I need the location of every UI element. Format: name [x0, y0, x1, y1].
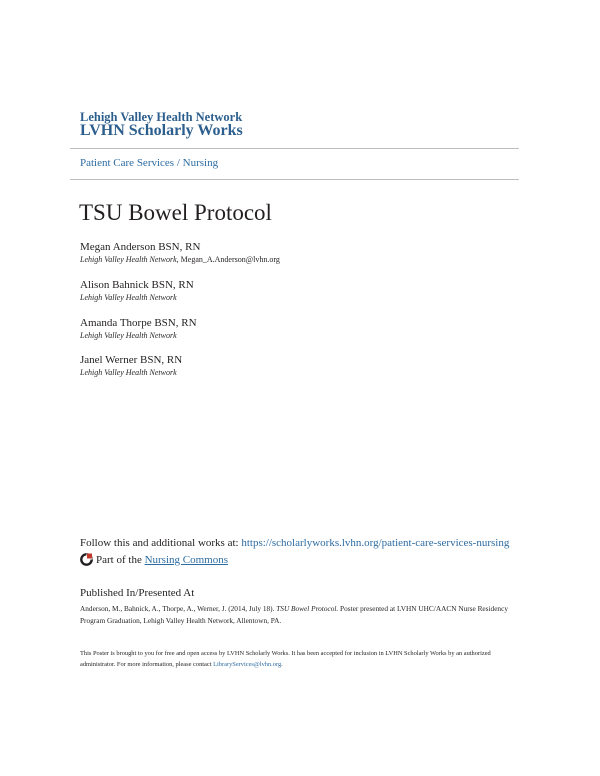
- author-name: Janel Werner BSN, RN: [80, 354, 183, 366]
- citation-title: TSU Bowel Protocol.: [276, 604, 339, 613]
- collection-url-link[interactable]: https://scholarlyworks.lvhn.org/patient-care-services-nursing: [241, 537, 510, 549]
- author-name: Amanda Thorpe BSN, RN: [80, 317, 197, 329]
- follow-line: [80, 537, 509, 549]
- author-entry: [80, 240, 280, 266]
- author-affiliation: Lehigh Valley Health Network: [80, 331, 177, 340]
- collection-breadcrumb-link[interactable]: Patient Care Services / Nursing: [80, 157, 219, 169]
- bottom-divider: [70, 179, 519, 180]
- author-name: Alison Bahnick BSN, RN: [80, 279, 194, 291]
- network-name: Lehigh Valley Health Network: [80, 110, 243, 124]
- footer-notice: This Poster is brought to you for free and open access by LVHN Scholarly Works. It has been accepted for inclusion in LVHN Scholarly Works by an authorized administrator. For more information, please contact LibraryServices@lvhn.org.: [80, 650, 491, 668]
- citation: Anderson, M., Bahnick, A., Thorpe, A., Werner, J. (2014, July 18). TSU Bowel Protocol. Poster presented at LVHN UHC/AACN Nurse Residency Program Graduation, Lehigh Valley Health Network, Allentown, PA.: [80, 604, 508, 625]
- author-affiliation: Lehigh Valley Health Network, Megan_A.Anderson@lvhn.org: [80, 255, 280, 264]
- author-entry: [80, 278, 194, 304]
- top-divider: [70, 148, 519, 149]
- contact-email-link[interactable]: LibraryServices@lvhn.org: [213, 661, 282, 668]
- nursing-commons-link[interactable]: Nursing Commons: [144, 553, 229, 566]
- document-title: TSU Bowel Protocol: [79, 200, 272, 225]
- bepress-commons-icon: [80, 553, 93, 566]
- author-affiliation: Lehigh Valley Health Network: [80, 368, 177, 377]
- part-of-prefix: Part of the: [96, 553, 142, 566]
- author-entry: [80, 316, 197, 342]
- repository-name[interactable]: LVHN Scholarly Works: [80, 122, 243, 139]
- author-email: , Megan_A.Anderson@lvhn.org: [176, 255, 280, 264]
- published-heading: Published In/Presented At: [80, 587, 195, 599]
- commons-line: [80, 553, 228, 566]
- follow-prefix: Follow this and additional works at:: [80, 537, 242, 549]
- author-affiliation: Lehigh Valley Health Network: [80, 293, 177, 302]
- author-entry: [80, 353, 182, 379]
- author-name: Megan Anderson BSN, RN: [80, 241, 201, 253]
